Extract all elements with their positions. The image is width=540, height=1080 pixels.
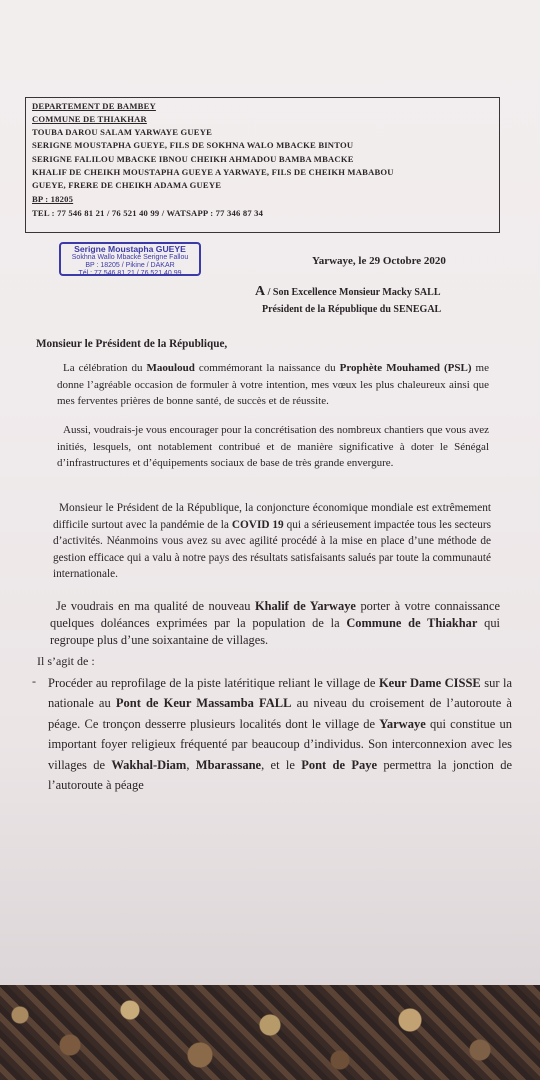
text-run-bold: COVID 19	[231, 518, 284, 531]
text-run-bold: Prophète Mouhamed (PSL)	[339, 362, 472, 374]
text-run: porter à votre connaissance quelques doléances exprimées par la population de la	[50, 599, 500, 630]
letterhead-line: SERIGNE MOUSTAPHA GUEYE, FILS DE SOKHNA WALO MBACKE BINTOU	[32, 140, 354, 150]
letterhead-line: KHALIF DE CHEIKH MOUSTAPHA GUEYE A YARWAYE, FILS DE CHEIKH MABABOU	[32, 167, 394, 177]
text-run: qui a sérieusement impactée tous les secteurs d’activités. Néanmoins vous avez su avec agilité procédé à la mise en place d’une méthode de gestion efficace qui a valu à notre pays des résultats satisfaisants salués par toute la communauté internationale.	[53, 518, 492, 580]
text-run-bold: Pont de Paye	[301, 757, 378, 772]
letterhead-line: TEL : 77 546 81 21 / 76 521 40 99 / WATSAPP : 77 346 87 34	[32, 208, 264, 218]
list-item	[48, 673, 512, 795]
text-run: commémorant la naissance du	[194, 362, 340, 374]
text-run: Procéder au reprofilage de la piste latéritique reliant le village de	[48, 676, 379, 690]
text-run: qui regroupe plus d’une soixantaine de villages.	[50, 616, 500, 647]
letterhead-line: COMMUNE DE THIAKHAR	[32, 114, 147, 124]
stamp-line: Serigne Moustapha GUEYE	[74, 244, 186, 254]
text-run: Monsieur le Président de la République, la conjoncture économique mondiale est extrêmement difficile surtout avec la pandémie de la	[53, 502, 491, 531]
paragraph-1	[57, 360, 489, 410]
letterhead-line: DEPARTEMENT DE BAMBEY	[32, 101, 156, 111]
recipient-name: / Son Excellence Monsieur Macky SALL	[265, 287, 441, 298]
text-run-bold: Mbarassane	[195, 757, 262, 772]
text-run-bold: Wakhal-Diam	[111, 757, 187, 772]
text-run-bold: Keur Dame CISSE	[378, 676, 481, 690]
letterhead-line: SERIGNE FALILOU MBACKE IBNOU CHEIKH AHMADOU BAMBA MBACKE	[32, 154, 354, 164]
text-run: La célébration du	[63, 362, 147, 374]
text-run: Je voudrais en ma qualité de nouveau	[56, 599, 256, 613]
paragraph-4	[50, 598, 500, 649]
salutation: Monsieur le Président de la République,	[36, 338, 228, 350]
text-run: au niveau du croisement de l’autoroute à péage. Ce tronçon desserre plusieurs localités dont le village de	[48, 696, 512, 731]
text-run-bold: Yarwaye	[379, 716, 426, 731]
letterhead-line: BP : 18205	[32, 194, 74, 204]
list-intro: Il s’agit de :	[37, 654, 95, 668]
letterhead-line: GUEYE, FRERE DE CHEIKH ADAMA GUEYE	[32, 180, 222, 190]
text-run-bold: Commune de Thiakhar	[346, 616, 478, 630]
recipient-title: Président de la République du SENEGAL	[262, 304, 442, 315]
stamp-line: BP : 18205 / Pikine / DAKAR	[85, 262, 175, 269]
stamp-line: Sokhna Wallo Mbacké Serigne Fallou	[71, 254, 189, 261]
text-run: sur la nationale au	[48, 676, 512, 711]
letterhead-line: TOUBA DAROU SALAM YARWAYE GUEYE	[32, 127, 213, 137]
text-run: permettra la jonction de l’autoroute à péage	[48, 757, 513, 793]
recipient-line	[255, 284, 441, 300]
text-run: qui constitue un important foyer religieux fréquenté par beaucoup d’individus. Son interconnexion avec les villages de	[48, 716, 512, 772]
paragraph-2: Aussi, voudrais-je vous encourager pour la concrétisation des nombreux chantiers que vous avez initiés, lesquels, ont notablement contribué et de manière significative à doter le Sénégal d’infrastructures et d’équipements sociaux de base de très grande envergure.	[57, 424, 489, 469]
place-date: Yarwaye, le 29 Octobre 2020	[312, 255, 446, 267]
text-run-bold: Pont de Keur Massamba FALL	[115, 696, 292, 711]
stamp-line: Tél : 77 546 81 21 / 76 521 40 99	[78, 270, 182, 277]
background-fabric	[0, 985, 540, 1080]
official-stamp	[59, 242, 201, 276]
text-run-bold: Khalif de Yarwaye	[255, 599, 356, 613]
text-run: , et le	[261, 757, 302, 772]
text-run: ,	[186, 757, 196, 772]
text-run-bold: Maouloud	[146, 362, 195, 374]
text-run: me donne l’agréable occasion de formuler à votre intention, mes vœux les plus chaleureux ainsi que mes ferventes prières de bonne santé, de succès et de réussite.	[57, 362, 489, 407]
list-bullet: -	[32, 674, 36, 688]
recipient-a: A	[255, 284, 266, 299]
paragraph-3	[53, 500, 491, 583]
